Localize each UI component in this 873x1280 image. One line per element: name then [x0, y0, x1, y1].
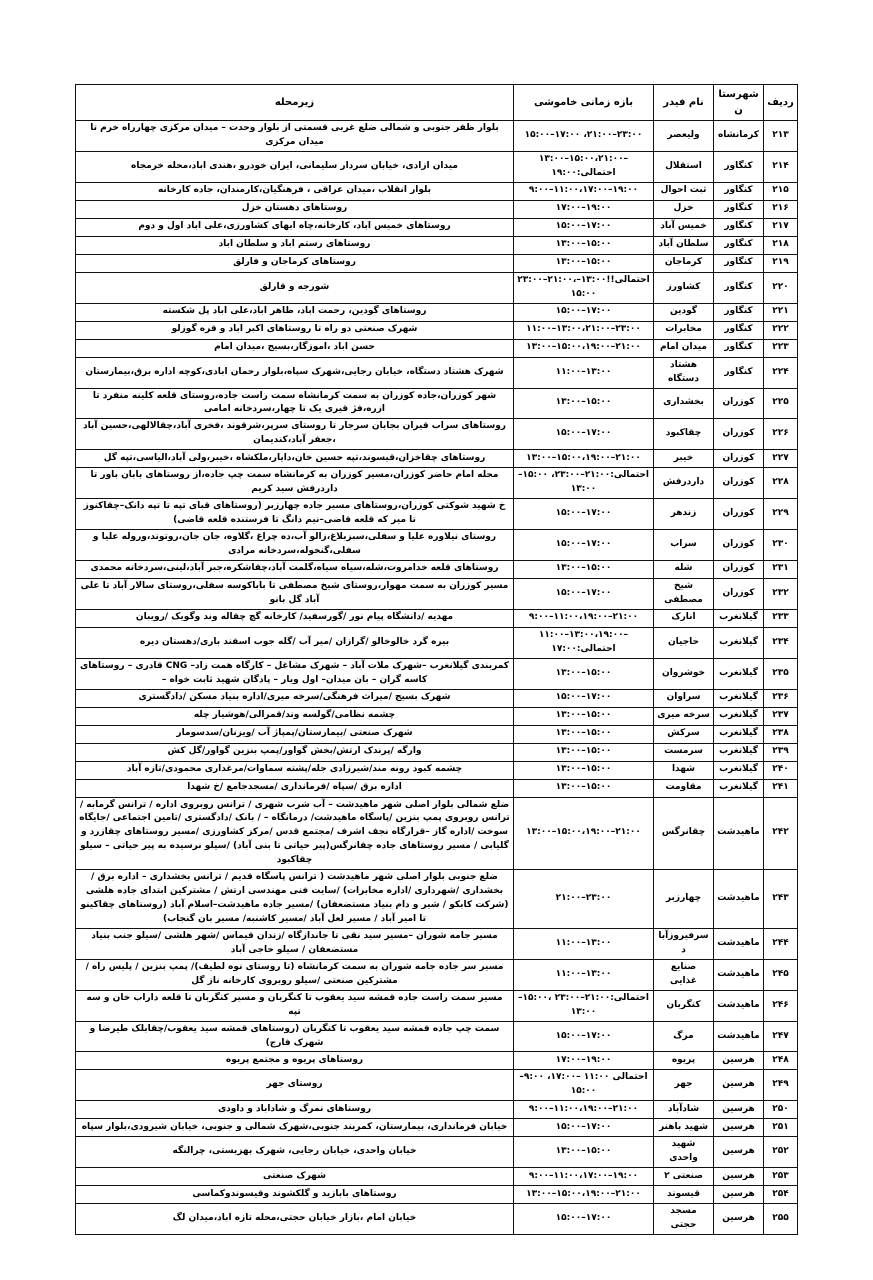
cell-county: ماهیدشت	[714, 797, 764, 870]
cell-row-number: ۲۲۷	[764, 450, 798, 468]
cell-county: کوزران	[714, 468, 764, 499]
table-row	[76, 928, 798, 959]
table-row	[76, 388, 798, 419]
table-row	[76, 1021, 798, 1052]
cell-row-number: ۲۲۳	[764, 339, 798, 357]
cell-feeder: سرخه میری	[654, 707, 714, 725]
cell-row-number: ۲۳۷	[764, 707, 798, 725]
cell-feeder: چقاکبود	[654, 419, 714, 450]
cell-county: کنگاور	[714, 218, 764, 236]
cell-feeder: استقلال	[654, 151, 714, 182]
table-row	[76, 419, 798, 450]
cell-subarea: بلوار ظفر جنوبی و شمالی ضلع غربی قسمتی از بلوار وحدت – میدان مرکزی چهارراه خرم تا میدان مرکزی	[76, 121, 514, 152]
cell-outage-time: ۱۳:۰۰–۱۵:۰۰،۱۹:۰۰–۲۱:۰۰	[514, 1186, 654, 1204]
cell-feeder: سراوان	[654, 689, 714, 707]
cell-county: گیلانغرب	[714, 658, 764, 689]
cell-feeder: ثبت احوال	[654, 182, 714, 200]
cell-row-number: ۲۳۸	[764, 725, 798, 743]
cell-row-number: ۲۴۳	[764, 870, 798, 929]
col-header-feeder: نام فیدر	[654, 85, 714, 121]
cell-county: کنگاور	[714, 182, 764, 200]
table-row	[76, 797, 798, 870]
cell-outage-time: ۱۳:۰۰–۱۵:۰۰	[514, 707, 654, 725]
cell-feeder: سراب	[654, 530, 714, 561]
cell-subarea: روستاهای کرماجان و فارلق	[76, 254, 514, 272]
cell-county: کرمانشاه	[714, 121, 764, 152]
cell-feeder: زندهر	[654, 499, 714, 530]
cell-row-number: ۲۱۹	[764, 254, 798, 272]
cell-outage-time: ۱۳:۰۰–۱۵:۰۰	[514, 388, 654, 419]
cell-outage-time: ۱۱:۰۰–۱۳:۰۰	[514, 357, 654, 388]
cell-outage-time: احتمالی ۱۱:۰۰ –۱۷:۰۰، ۹:۰۰–۱۵:۰۰	[514, 1070, 654, 1101]
cell-outage-time: ۱۷:۰۰–۱۹:۰۰	[514, 1052, 654, 1070]
cell-row-number: ۲۵۴	[764, 1186, 798, 1204]
cell-outage-time: ۱۳:۰۰–۱۵:۰۰	[514, 761, 654, 779]
cell-subarea: مسیر کوزران به سمت مهوار،روستای شیخ مصطفی تا باباکوسه سفلی،روستای سالار آباد تا علی آباد گل بانو	[76, 578, 514, 609]
cell-feeder: مرگ	[654, 1021, 714, 1052]
cell-row-number: ۲۴۶	[764, 990, 798, 1021]
cell-row-number: ۲۲۰	[764, 272, 798, 303]
cell-row-number: ۲۴۷	[764, 1021, 798, 1052]
cell-subarea: شهرک صنعتی	[76, 1168, 514, 1186]
cell-subarea: روستاهای نمرگ و شاداباد و داودی	[76, 1101, 514, 1119]
cell-feeder: مقاومت	[654, 779, 714, 797]
table-row	[76, 151, 798, 182]
col-header-row-number: ردیف	[764, 85, 798, 121]
cell-subarea: روستاهای قلعه خدامروت،شله،سیاه سیاه،گلمت آباد،چقاشکره،جبر آباد،لینی،سردخانه محمدی	[76, 560, 514, 578]
cell-subarea: میدان ازادی، خیابان سردار سلیمانی، ایران خودرو ،هندی اباد،محله خرمجاه	[76, 151, 514, 182]
cell-feeder: شهدا	[654, 761, 714, 779]
cell-county: کنگاور	[714, 321, 764, 339]
table-row	[76, 990, 798, 1021]
cell-row-number: ۲۳۰	[764, 530, 798, 561]
cell-outage-time: احتمالی:۲۱:۰۰–۲۳:۰۰ ،۱۵:۰۰–۱۳:۰۰	[514, 990, 654, 1021]
cell-subarea: چشمه نظامی/گولسه وند/قمرالی/هوشیار چله	[76, 707, 514, 725]
cell-feeder: سلطان آباد	[654, 236, 714, 254]
cell-subarea: محله امام حاضر کوزران،مسیر کوزران به کرمانشاه سمت چپ جاده،از روستاهای بابان باور تا داردرفش سید کریم	[76, 468, 514, 499]
cell-feeder: قیسوند	[654, 1186, 714, 1204]
cell-feeder: شهید واحدی	[654, 1137, 714, 1168]
cell-subarea: شهرک صنعتی دو راه تا روستاهای اکبر اباد و قره گوزلو	[76, 321, 514, 339]
cell-county: کوزران	[714, 450, 764, 468]
table-row	[76, 658, 798, 689]
cell-subarea: وارگه /پرندک ارتش/بخش گواور/پمپ بنزین گواور/گل کش	[76, 743, 514, 761]
cell-row-number: ۲۵۳	[764, 1168, 798, 1186]
cell-outage-time: ۱۵:۰۰–۱۷:۰۰	[514, 499, 654, 530]
cell-feeder: خیبر	[654, 450, 714, 468]
cell-row-number: ۲۱۳	[764, 121, 798, 152]
cell-subarea: روستاهای خمیس اباد، کارخانه،چاه ابهای کشاورزی،علی اباد اول و دوم	[76, 218, 514, 236]
cell-outage-time: ۱۳:۰۰–۱۵:۰۰	[514, 236, 654, 254]
cell-subarea: خ شهید شوکتی کوزران،روستاهای مسیر جاده چهارزبر (روستاهای قبای تپه تا تپه دانک–چقاکنوز تا میر که قلعه قاضی–نیم دانگ تا فرستنده قلعه قاضی)	[76, 499, 514, 530]
cell-feeder: داردرفش	[654, 468, 714, 499]
table-row	[76, 1119, 798, 1137]
cell-feeder: مسجد حجتی	[654, 1204, 714, 1235]
cell-subarea: شهر کوزران،جاده کوزران به سمت کرمانشاه سمت راست جاده،روستای قلعه کلینه منفرد تا ازره،فژ قیری یک تا چهار،سردخانه امامی	[76, 388, 514, 419]
cell-outage-time: ۱۱:۰۰–۱۳:۰۰،۱۹:۰۰–۱۷:۰۰:احتمالی	[514, 627, 654, 658]
cell-county: کنگاور	[714, 272, 764, 303]
cell-county: گیلانغرب	[714, 627, 764, 658]
table-row	[76, 707, 798, 725]
table-row	[76, 761, 798, 779]
cell-county: ماهیدشت	[714, 990, 764, 1021]
table-row	[76, 339, 798, 357]
cell-row-number: ۲۱۷	[764, 218, 798, 236]
table-row	[76, 303, 798, 321]
cell-subarea: روستاهای رستم اباد و سلطان اباد	[76, 236, 514, 254]
cell-county: ماهیدشت	[714, 1021, 764, 1052]
cell-row-number: ۲۲۱	[764, 303, 798, 321]
cell-county: هرسین	[714, 1186, 764, 1204]
cell-row-number: ۲۲۶	[764, 419, 798, 450]
cell-county: گیلانغرب	[714, 689, 764, 707]
table-row	[76, 870, 798, 929]
cell-county: کنگاور	[714, 303, 764, 321]
cell-county: گیلانغرب	[714, 609, 764, 627]
cell-row-number: ۲۴۹	[764, 1070, 798, 1101]
cell-county: ماهیدشت	[714, 959, 764, 990]
cell-county: کوزران	[714, 419, 764, 450]
cell-feeder: پریوه	[654, 1052, 714, 1070]
cell-subarea: روستاهای چقاخزان،قیسوند،تپه حسین خان،دایار،ملکشاه ،خیبر،ولی آباد،الیاسی،تپه گل	[76, 450, 514, 468]
cell-subarea: بیره گرد خالوخالو /گرازان /میر آب /گله جوب اسفند باری/دهستان دیره	[76, 627, 514, 658]
cell-row-number: ۲۲۸	[764, 468, 798, 499]
cell-subarea: کمربندی گیلانغرب –شهرک ملات آباد – شهرک مشاغل – کارگاه همت زاد– CNG قادری – روستاهای کاسه گران – بان میدان– اول ویار – پادگان شهید ثابت خواه –	[76, 658, 514, 689]
cell-feeder: خمیس آباد	[654, 218, 714, 236]
cell-outage-time: ۱۳:۰۰–۱۵:۰۰،۱۹:۰۰–۲۱:۰۰	[514, 339, 654, 357]
cell-feeder: صنعتی ۲	[654, 1168, 714, 1186]
table-row	[76, 121, 798, 152]
cell-row-number: ۲۴۰	[764, 761, 798, 779]
cell-outage-time: ۱۵:۰۰–۱۷:۰۰	[514, 218, 654, 236]
cell-feeder: میدان امام	[654, 339, 714, 357]
cell-county: هرسین	[714, 1070, 764, 1101]
cell-county: کنگاور	[714, 236, 764, 254]
table-row	[76, 236, 798, 254]
cell-outage-time: ۱۳:۰۰–۱۵:۰۰	[514, 658, 654, 689]
table-row	[76, 218, 798, 236]
table-row	[76, 200, 798, 218]
cell-county: کنگاور	[714, 339, 764, 357]
cell-row-number: ۲۴۲	[764, 797, 798, 870]
cell-feeder: سرفیروزآباد	[654, 928, 714, 959]
cell-county: کنگاور	[714, 357, 764, 388]
cell-feeder: سرمست	[654, 743, 714, 761]
cell-county: گیلانغرب	[714, 725, 764, 743]
cell-subarea: روستاهای سراب قیران بجابان سرجار تا روستای سرپر،شرقوند ،فخری آباد،چقالالهی،حسین آباد ،جعفر آباد،کندیمان	[76, 419, 514, 450]
cell-row-number: ۲۵۱	[764, 1119, 798, 1137]
cell-feeder: چقانرگس	[654, 797, 714, 870]
cell-county: گیلانغرب	[714, 779, 764, 797]
cell-row-number: ۲۴۴	[764, 928, 798, 959]
cell-county: کنگاور	[714, 151, 764, 182]
cell-row-number: ۲۴۱	[764, 779, 798, 797]
cell-outage-time: ۹:۰۰–۱۱:۰۰،۱۷:۰۰–۱۹:۰۰	[514, 182, 654, 200]
cell-row-number: ۲۲۴	[764, 357, 798, 388]
cell-feeder: شله	[654, 560, 714, 578]
cell-outage-time: ۲۱:۰۰–۲۳:۰۰	[514, 870, 654, 929]
table-row	[76, 272, 798, 303]
cell-county: هرسین	[714, 1119, 764, 1137]
header-row	[76, 85, 798, 121]
cell-outage-time: ۱۳:۰۰–۱۵:۰۰	[514, 725, 654, 743]
table-row	[76, 743, 798, 761]
cell-row-number: ۲۵۰	[764, 1101, 798, 1119]
table-row	[76, 1204, 798, 1235]
table-row	[76, 468, 798, 499]
cell-row-number: ۲۳۴	[764, 627, 798, 658]
cell-feeder: بخشداری	[654, 388, 714, 419]
table-row	[76, 609, 798, 627]
cell-feeder: گودین	[654, 303, 714, 321]
table-row	[76, 499, 798, 530]
cell-subarea: ضلع شمالی بلوار اصلی شهر ماهیدشت – آب شرب شهری / ترانس روبروی اداره / ترانس گرمابه /ترانس روبروی پمپ بنزین /پاسگاه ماهیدشت/ درمانگاه – / بانک /دادگستری /تامین اجتماعی /جایگاه سوخت /اداره گاز –قرارگاه نجف اشرف /مجتمع قدس /مرکز کشاورزی /مسیر روستاهای چقازرد و گلیابی / مسیر روستاهای جاده چقانرگس(پیر حیاتی تا بنی آباد) /سیلو نرسیده به پیر حیاتی – سیلو چقاکبود	[76, 797, 514, 870]
cell-row-number: ۲۳۹	[764, 743, 798, 761]
cell-subarea: مسیر سمت راست جاده قمشه سید یعقوب تا کنگربان و مسیر کنگربان تا قلعه داراب خان و سه تپه	[76, 990, 514, 1021]
cell-outage-time: ۹:۰۰–۱۱:۰۰،۱۷:۰۰–۱۹:۰۰	[514, 1168, 654, 1186]
cell-feeder: کنگربان	[654, 990, 714, 1021]
cell-subarea: روستای نیلاوره علیا و سفلی،سبزبلاغ،زالو آب،ده چراغ ،گلاوه، جان جان،روتوند،وروله علیا و سفلی،گنخوله،سردخانه مرادی	[76, 530, 514, 561]
cell-subarea: شهرک بسیج /میراث فرهنگی/سرخه میری/اداره بنیاد مسکن /دادگستری	[76, 689, 514, 707]
cell-outage-time: ۱۵:۰۰–۱۷:۰۰	[514, 578, 654, 609]
cell-county: هرسین	[714, 1137, 764, 1168]
cell-outage-time: ۱۵:۰۰–۱۷:۰۰	[514, 419, 654, 450]
cell-subarea: چشمه کبود رونه مند/شیرزادی جله/پشته سماوات/مرغداری محمودی/تازه آباد	[76, 761, 514, 779]
cell-feeder: مخابرات	[654, 321, 714, 339]
cell-subarea: اداره برق /سپاه /فرمانداری /مسجدجامع /خ شهدا	[76, 779, 514, 797]
cell-county: هرسین	[714, 1052, 764, 1070]
cell-feeder: چهارزبر	[654, 870, 714, 929]
cell-outage-time: ۱۷:۰۰–۱۹:۰۰	[514, 200, 654, 218]
table-row	[76, 1137, 798, 1168]
cell-row-number: ۲۴۸	[764, 1052, 798, 1070]
cell-county: گیلانغرب	[714, 707, 764, 725]
cell-outage-time: ۱۵:۰۰–۱۷:۰۰	[514, 1204, 654, 1235]
cell-row-number: ۲۳۵	[764, 658, 798, 689]
table-row	[76, 560, 798, 578]
table-row	[76, 182, 798, 200]
cell-county: هرسین	[714, 1168, 764, 1186]
cell-subarea: خیابان امام ،بازار خیابان حجتی،محله تازه اباد،میدان لگ	[76, 1204, 514, 1235]
cell-row-number: ۲۵۵	[764, 1204, 798, 1235]
cell-row-number: ۲۳۶	[764, 689, 798, 707]
cell-row-number: ۲۱۵	[764, 182, 798, 200]
cell-outage-time: ۱۳:۰۰–۱۵:۰۰،۱۹:۰۰–۲۱:۰۰	[514, 797, 654, 870]
cell-outage-time: ۱۵:۰۰–۱۷:۰۰	[514, 689, 654, 707]
col-header-county: شهرستان	[714, 85, 764, 121]
cell-feeder: شیخ مصطفی	[654, 578, 714, 609]
cell-outage-time: ۱۵:۰۰–۱۷:۰۰	[514, 1119, 654, 1137]
cell-feeder: صنایع غذایی	[654, 959, 714, 990]
cell-outage-time: ۱۳:۰۰–۱۵:۰۰،۱۹:۰۰–۲۱:۰۰	[514, 450, 654, 468]
cell-subarea: مهدیه /دانشگاه پیام نور /گورسفید/ کارخانه گچ چقاله وند وگویک /رویبان	[76, 609, 514, 627]
cell-county: کوزران	[714, 578, 764, 609]
cell-county: کنگاور	[714, 254, 764, 272]
cell-subarea: شهرک هشتاد دستگاه، خیابان رجایی،شهرک سپاه،بلوار رحمان ابادی،کوچه اداره برق،بیمارستان	[76, 357, 514, 388]
table-row	[76, 725, 798, 743]
cell-outage-time: ۱۳:۰۰–۱۵:۰۰	[514, 743, 654, 761]
cell-feeder: سرکش	[654, 725, 714, 743]
cell-row-number: ۲۲۲	[764, 321, 798, 339]
cell-row-number: ۲۱۶	[764, 200, 798, 218]
table-header	[76, 85, 798, 121]
table-row	[76, 254, 798, 272]
cell-outage-time: ۱۳:۰۰–۱۵:۰۰	[514, 560, 654, 578]
cell-county: کوزران	[714, 388, 764, 419]
cell-feeder: شادآباد	[654, 1101, 714, 1119]
cell-subarea: شورجه و قارلق	[76, 272, 514, 303]
cell-feeder: حاجیان	[654, 627, 714, 658]
cell-row-number: ۲۱۴	[764, 151, 798, 182]
cell-outage-time: ۱۱:۰۰–۱۳:۰۰	[514, 928, 654, 959]
cell-subarea: بلوار انقلاب ،میدان عراقی ، فرهنگیان،کارمندان، جاده کارخانه	[76, 182, 514, 200]
cell-feeder: کرماجان	[654, 254, 714, 272]
cell-outage-time: ۱۱:۰۰–۱۳:۰۰،۲۱:۰۰–۲۳:۰۰	[514, 321, 654, 339]
cell-subarea: روستاهای گودین، رحمت اباد، طاهر اباد،علی اباد پل شکسته	[76, 303, 514, 321]
cell-outage-time: ۱۱:۰۰–۱۳:۰۰	[514, 959, 654, 990]
cell-county: گیلانغرب	[714, 761, 764, 779]
cell-subarea: خیابان فرمانداری، بیمارستان، کمربند جنوبی،شهرک شمالی و جنوبی، خیابان شیرودی،بلوار سپاه	[76, 1119, 514, 1137]
cell-feeder: هشتاد دستگاه	[654, 357, 714, 388]
cell-row-number: ۲۳۲	[764, 578, 798, 609]
col-header-subarea: زیرمحله	[76, 85, 514, 121]
cell-county: کنگاور	[714, 200, 764, 218]
table-row	[76, 959, 798, 990]
cell-subarea: روستاهای دهستان خزل	[76, 200, 514, 218]
cell-county: کوزران	[714, 499, 764, 530]
cell-feeder: جهر	[654, 1070, 714, 1101]
cell-row-number: ۲۵۲	[764, 1137, 798, 1168]
cell-outage-time: ۱۵:۰۰–۱۷:۰۰ ،۲۱:۰۰–۲۳:۰۰	[514, 121, 654, 152]
table-row	[76, 321, 798, 339]
table-row	[76, 357, 798, 388]
table-row	[76, 779, 798, 797]
cell-outage-time: ۱۳:۰۰–۱۵:۰۰،۲۱:۰۰–۱۹:۰۰:احتمالی	[514, 151, 654, 182]
cell-county: هرسین	[714, 1101, 764, 1119]
cell-outage-time: ۱۵:۰۰–۱۷:۰۰	[514, 530, 654, 561]
table-row	[76, 530, 798, 561]
cell-subarea: سمت چپ جاده قمشه سید یعقوب تا کنگربان (روستاهای قمشه سید یعقوب/چقابلک طیرضا و شهرک فارج)	[76, 1021, 514, 1052]
cell-outage-time: ۱۳:۰۰–۱۵:۰۰	[514, 779, 654, 797]
cell-row-number: ۲۳۱	[764, 560, 798, 578]
cell-subarea: حسن اباد ،اموزگار،بسیج ،میدان امام	[76, 339, 514, 357]
cell-row-number: ۲۲۹	[764, 499, 798, 530]
cell-county: هرسین	[714, 1204, 764, 1235]
cell-outage-time: احتمالی:۲۱:۰۰–۲۳:۰۰، ۱۵:۰۰–۱۳:۰۰	[514, 468, 654, 499]
cell-feeder: خزل	[654, 200, 714, 218]
table-row	[76, 578, 798, 609]
cell-outage-time: ۱۵:۰۰–۱۷:۰۰	[514, 1021, 654, 1052]
cell-feeder: کشاورز	[654, 272, 714, 303]
table-row	[76, 627, 798, 658]
cell-subarea: روستای جهر	[76, 1070, 514, 1101]
cell-feeder: شهید باهنر	[654, 1119, 714, 1137]
cell-subarea: شهرک صنعتی /بیمارستان/پمپاژ آب /ویزنان/سدسومار	[76, 725, 514, 743]
cell-feeder: خوشروان	[654, 658, 714, 689]
cell-outage-time: ۹:۰۰–۱۱:۰۰،۱۹:۰۰–۲۱:۰۰	[514, 1101, 654, 1119]
col-header-time: بازه زمانی خاموشی	[514, 85, 654, 121]
table-row	[76, 1052, 798, 1070]
cell-subarea: روستاهای بابازید و گلکشوند وقیسوندوکماسی	[76, 1186, 514, 1204]
cell-row-number: ۲۲۵	[764, 388, 798, 419]
cell-feeder: ولیعصر	[654, 121, 714, 152]
table-row	[76, 1101, 798, 1119]
cell-subarea: خیابان واحدی، خیابان رجایی، شهرک بهزیستی، چرالنگه	[76, 1137, 514, 1168]
cell-subarea: ضلع جنوبی بلوار اصلی شهر ماهیدشت ( ترانس پاسگاه قدیم / ترانس بخشداری – اداره برق /بخشداری /شهرداری /اداره مخابرات) /سایت فنی مهندسی ارتش / مشترکین ابتدای جاده هلشی (شرکت کابکو / شیر و دام بنیاد مستضعفان) /مسیر جاده ماهیدشت–اسلام آباد (روستاهای چقاکینو تا امیر آباد / مسیر لعل آباد /مسیر کاشنبه/ مسیر بان گنجاب)	[76, 870, 514, 929]
cell-subarea: مسیر جامه شوران –مسیر سید نقی تا جاندازگاه /زندان قیماس /شهر هلشی /سیلو جنب بنیاد مستضعفان / سیلو حاجی آباد	[76, 928, 514, 959]
table-row	[76, 1168, 798, 1186]
cell-outage-time: ۱۵:۰۰–۱۷:۰۰	[514, 303, 654, 321]
cell-subarea: مسیر سر جاده جامه شوران به سمت کرمانشاه (تا روستای نوه لطیف)/ پمپ بنزین / پلیس راه /مشترکین صنعتی /سیلو روبروی کارخانه ناز گل	[76, 959, 514, 990]
cell-county: ماهیدشت	[714, 870, 764, 929]
cell-county: گیلانغرب	[714, 743, 764, 761]
table-row	[76, 1070, 798, 1101]
cell-row-number: ۲۱۸	[764, 236, 798, 254]
outage-table	[75, 84, 798, 1235]
cell-county: ماهیدشت	[714, 928, 764, 959]
cell-outage-time: ۱۳:۰۰–۱۵:۰۰	[514, 254, 654, 272]
cell-outage-time: ۲۳:۰۰–۲۱:۰۰،احتمالی!!۱۳:۰۰–۱۵:۰۰	[514, 272, 654, 303]
cell-row-number: ۲۳۳	[764, 609, 798, 627]
table-body	[76, 121, 798, 1235]
cell-row-number: ۲۴۵	[764, 959, 798, 990]
cell-subarea: روستاهای پریوه و مجتمع پریوه	[76, 1052, 514, 1070]
table-row	[76, 689, 798, 707]
cell-outage-time: ۱۳:۰۰–۱۵:۰۰	[514, 1137, 654, 1168]
cell-feeder: انارک	[654, 609, 714, 627]
cell-county: کوزران	[714, 560, 764, 578]
table-row	[76, 450, 798, 468]
table-row	[76, 1186, 798, 1204]
cell-outage-time: ۹:۰۰–۱۱:۰۰،۱۹:۰۰–۲۱:۰۰	[514, 609, 654, 627]
cell-county: کوزران	[714, 530, 764, 561]
